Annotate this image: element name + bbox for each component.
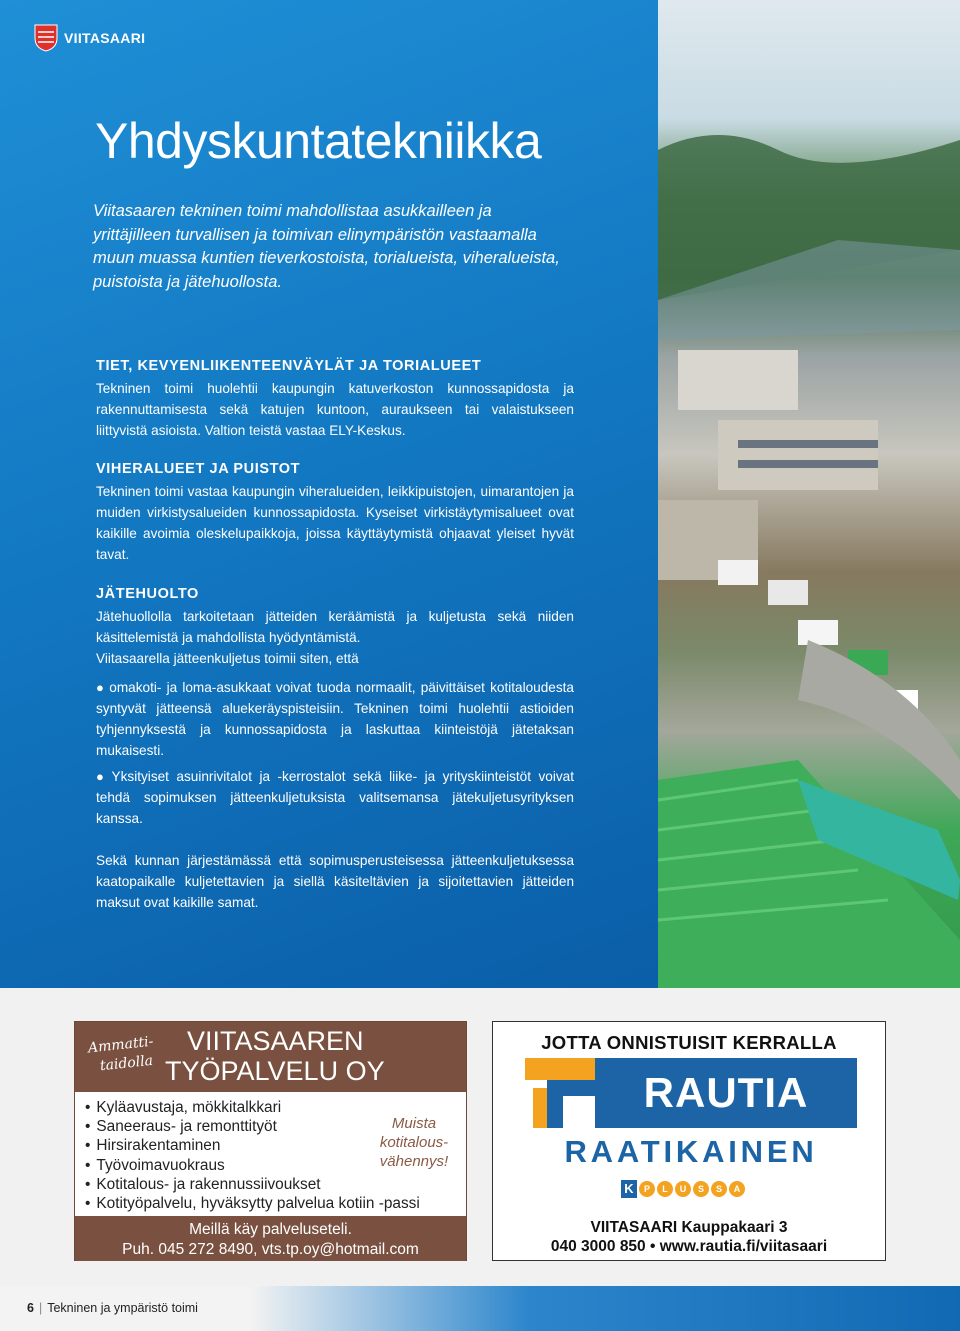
ad-tyopalvelu[interactable]	[74, 1021, 467, 1261]
bullet-item	[96, 677, 574, 761]
service-item: • Kyläavustaja, mökkitalkkari	[85, 1098, 420, 1117]
tagline-line: taidolla	[99, 1052, 154, 1075]
voucher-note: Meillä käy palveluseteli.	[189, 1221, 352, 1238]
bullet-dot-icon: ●	[96, 680, 106, 695]
kplussa-letter: P	[639, 1181, 655, 1197]
page-footer	[27, 1301, 198, 1315]
ad-headline: JOTTA ONNISTUISIT KERRALLA	[541, 1032, 837, 1053]
closing-paragraph: Sekä kunnan järjestämässä että sopimusperusteisessa jätteenkuljetuksessa kaatopaikalle kuljetettavien ja siellä käsiteltävien ja sijoitettavien jätteiden maksut ovat kaikille samat.	[96, 853, 574, 910]
company-name-line1: VIITASAAREN	[187, 1026, 364, 1056]
aerial-photo-illustration	[658, 0, 960, 988]
tagline-line: Ammatti-	[87, 1033, 155, 1057]
kplussa-logo	[621, 1180, 745, 1198]
store-contact	[493, 1218, 885, 1256]
logo-text: VIITASAARI	[64, 30, 146, 46]
bullet-item	[96, 766, 574, 829]
kplussa-letter: S	[711, 1181, 727, 1197]
store-phone-web[interactable]: 040 3000 850 • www.rautia.fi/viitasaari	[550, 1238, 828, 1255]
kplussa-letter: L	[657, 1181, 673, 1197]
ad-rautia[interactable]	[492, 1021, 886, 1261]
raatikainen-wordmark: RAATIKAINEN	[564, 1134, 818, 1169]
ad-header	[75, 1022, 466, 1092]
reminder-line: vähennys!	[379, 1153, 449, 1170]
intro-paragraph: Viitasaaren tekninen toimi mahdollistaa asukkailleen ja yrittäjilleen turvallisen ja toimivan elinympäristön vastaamalla muun muassa kuntien tieverkostoista, torialueista, viheralueista, puistoista ja jätehuollosta.	[93, 202, 560, 291]
viitasaari-logo[interactable]	[34, 24, 145, 52]
kplussa-letter: A	[729, 1181, 745, 1197]
rautia-wordmark: RAUTIA	[643, 1069, 809, 1116]
ad-contact-footer	[75, 1216, 466, 1261]
section-paragraph: Tekninen toimi huolehtii kaupungin katuverkoston kunnossapidosta ja rakennuttamisesta sekä katujen kuntoon, auraukseen tai valaistukseen liittyvistä asioista. Valtion teistä vastaa ELY-Keskus.	[96, 381, 574, 438]
service-item: • Kotitalous- ja rakennussiivoukset	[85, 1175, 420, 1194]
rautia-emblem-icon	[525, 1058, 595, 1128]
company-name-line2: TYÖPALVELU OY	[165, 1056, 385, 1086]
section-paragraph: Jätehuollolla tarkoitetaan jätteiden keräämistä ja kuljetusta sekä niiden käsittelemistä ja mahdollista hyödyntämistä.	[96, 609, 574, 645]
section-heading: JÄTEHUOLTO	[96, 586, 199, 602]
section-heading: VIHERALUEET JA PUISTOT	[96, 461, 301, 477]
bullet-dot-icon: ●	[96, 769, 108, 784]
coat-of-arms-icon	[34, 24, 58, 52]
footer-separator: |	[38, 1301, 43, 1315]
page-number: 6	[27, 1301, 34, 1315]
section-waste	[96, 584, 574, 913]
section-paragraph: Tekninen toimi vastaa kaupungin viheralueiden, leikkipuistojen, uimarantojen ja muiden virkistysalueiden kunnossapidosta. Kyseiset virkistäytymisalueet ovat kaikille avoimia oleskelupaikkoja, joissa käyttäytymistä ohjaavat yleiset hyvät tavat.	[96, 484, 574, 562]
contact-info[interactable]: Puh. 045 272 8490, vts.tp.oy@hotmail.com	[122, 1241, 419, 1258]
section-paragraph: Viitasaarella jätteenkuljetus toimii siten, että	[96, 651, 359, 666]
tax-deduction-reminder	[369, 1114, 459, 1171]
ad-tagline	[87, 1033, 156, 1078]
footer-section-name: Tekninen ja ympäristö toimi	[47, 1301, 198, 1315]
kplussa-letter: U	[675, 1181, 691, 1197]
page-title: Yhdyskuntatekniikka	[95, 113, 542, 169]
bullet-text: Yksityiset asuinrivitalot ja -kerrostalot sekä liike- ja yrityskiinteistöt voivat tehdä sopimuksen jätteenkuljetuksista valitsemansa jätekuljetusyrityksen kanssa.	[96, 769, 574, 826]
kplussa-k-icon: K	[621, 1180, 637, 1198]
aerial-town-photo	[658, 0, 960, 988]
section-heading: TIET, KEVYENLIIKENTEENVÄYLÄT JA TORIALUEET	[96, 358, 482, 374]
kplussa-letter: S	[693, 1181, 709, 1197]
reminder-line: Muista	[391, 1115, 437, 1132]
reminder-line: kotitalous-	[379, 1134, 449, 1151]
section-parks	[96, 459, 574, 565]
section-roads	[96, 356, 574, 441]
service-item: • Hirsirakentaminen	[85, 1136, 420, 1155]
service-item: • Saneeraus- ja remonttityöt	[85, 1117, 420, 1136]
rautia-logo	[525, 1058, 857, 1128]
store-address: VIITASAARI Kauppakaari 3	[590, 1219, 788, 1236]
bullet-text: omakoti- ja loma-asukkaat voivat tuoda normaalit, päivittäiset kotitaloudesta syntyvät jätteensä aluekeräyspisteisiin. Tekninen toimi huolehtii astioiden tyhjennyksestä ja kunnossapidosta ja laskuttaa kiinteistöjä jätetaksan mukaisesti.	[96, 680, 574, 758]
service-item: • Kotityöpalvelu, hyväksytty palvelua kotiin -passi	[85, 1194, 420, 1213]
service-item: • Työvoimavuokraus	[85, 1156, 420, 1175]
